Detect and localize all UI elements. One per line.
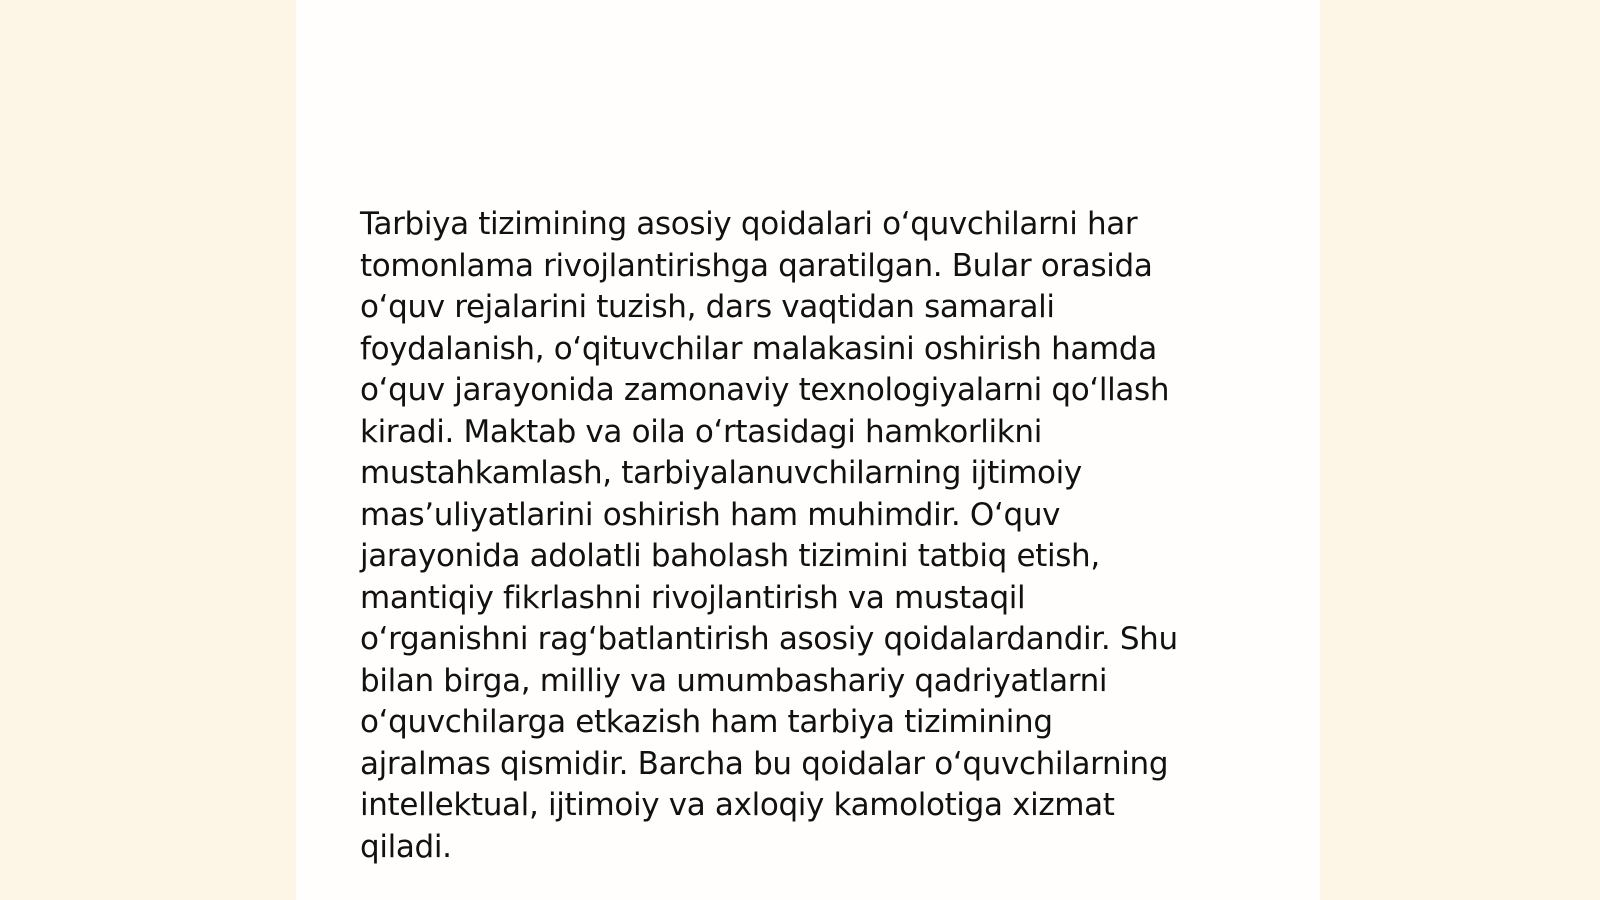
document-page [296, 0, 1320, 900]
body-paragraph: Tarbiya tizimining asosiy qoidalari o‘quvchilarni har tomonlama rivojlantirishga qaratilgan. Bular orasida o‘quv rejalarini tuzish, dars vaqtidan samarali foydalanish, o‘qituvchilar malakasini oshirish hamda o‘quv jarayonida zamonaviy texnologiyalarni qo‘llash kiradi. Maktab va oila o‘rtasidagi hamkorlikni mustahkamlash, tarbiyalanuvchilarning ijtimoiy mas’uliyatlarini oshirish ham muhimdir. O‘quv jarayonida adolatli baholash tizimini tatbiq etish, mantiqiy fikrlashni rivojlantirish va mustaqil o‘rganishni rag‘batlantirish asosiy qoidalardandir. Shu bilan birga, milliy va umumbashariy qadriyatlarni o‘quvchilarga etkazish ham tarbiya tizimining ajralmas qismidir. Barcha bu qoidalar o‘quvchilarning intellektual, ijtimoiy va axloqiy kamolotiga xizmat qiladi. [360, 206, 1178, 865]
